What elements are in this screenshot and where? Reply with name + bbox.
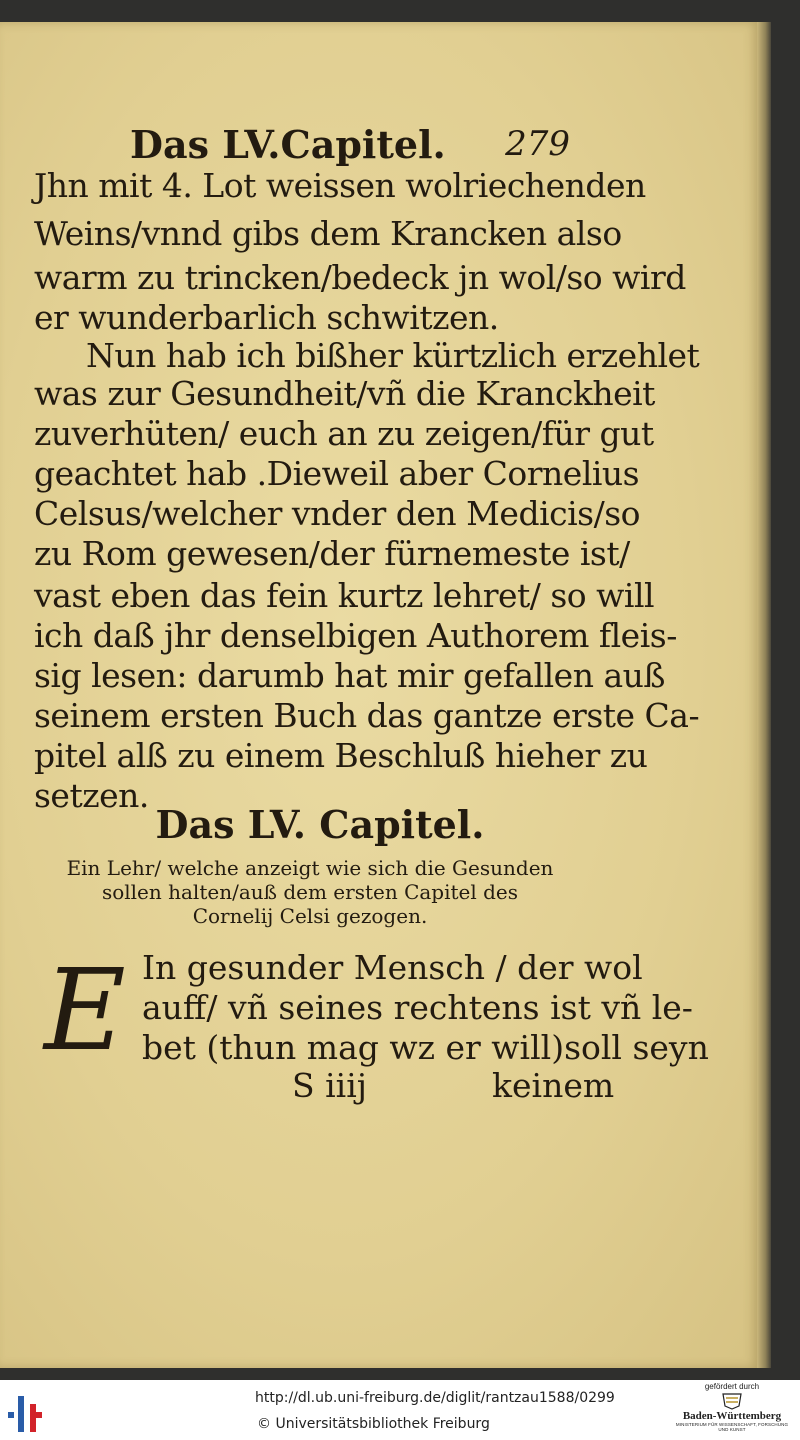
permalink-link[interactable]: http://dl.ub.uni-freiburg.de/diglit/rantzau1588/0299 — [255, 1390, 615, 1406]
chapter-subtitle-line: Cornelij Celsi gezogen. — [192, 904, 428, 928]
page-edge — [757, 22, 771, 1368]
running-header — [130, 122, 570, 172]
header-title: Das LV.Capitel. — [130, 122, 446, 167]
library-logo-icon — [8, 1392, 42, 1434]
text-line: zu Rom gewesen/der fürnemeste ist/ — [34, 534, 630, 573]
text-line: er wunderbarlich schwitzen. — [34, 298, 499, 337]
text-line: Jhn mit 4. Lot weissen wolriechenden — [34, 166, 646, 205]
text-line: ich daß jhr denselbigen Authorem fleis- — [34, 616, 677, 655]
text-line: geachtet hab .Dieweil aber Cornelius — [34, 454, 640, 493]
page-number: 279 — [505, 124, 570, 164]
text-line: sig lesen: darumb hat mir gefallen auß — [34, 656, 665, 695]
text-line: Nun hab ich bißher kürtzlich erzehlet — [86, 336, 700, 375]
text-line: seinem ersten Buch das gantze erste Ca- — [34, 696, 700, 735]
sponsor-block — [672, 1382, 792, 1438]
sponsor-name: Baden-Württemberg — [682, 1410, 782, 1422]
sponsor-ministry: MINISTERIUM FÜR WISSENSCHAFT, FORSCHUNG UND KUNST — [675, 1422, 789, 1432]
text-line: pitel alß zu einem Beschluß hieher zu — [34, 736, 648, 775]
catchword: keinem — [492, 1066, 615, 1105]
signature-mark: S iiij — [292, 1066, 367, 1105]
text-line: zuverhüten/ euch an zu zeigen/für gut — [34, 414, 654, 453]
chapter-subtitle-line: Ein Lehr/ welche anzeigt wie sich die Gesunden — [66, 856, 554, 880]
text-line: In gesunder Mensch / der wol — [142, 948, 643, 987]
state-crest-icon — [721, 1392, 743, 1410]
text-line: Celsus/welcher vnder den Medicis/so — [34, 494, 641, 533]
text-line: Weins/vnnd gibs dem Krancken also — [34, 214, 622, 253]
chapter-subtitle-line: sollen halten/auß dem ersten Capitel des — [101, 880, 519, 904]
book-page — [0, 22, 760, 1368]
chapter-heading: Das LV. Capitel. — [155, 802, 485, 847]
text-line: setzen. — [34, 776, 149, 815]
sponsor-label: gefördert durch — [704, 1382, 760, 1391]
text-line: vast eben das fein kurtz lehret/ so will — [34, 576, 655, 615]
text-line: auff/ vñ seines rechtens ist vñ le- — [142, 988, 693, 1027]
text-line: was zur Gesundheit/vñ die Kranckheit — [34, 374, 655, 413]
copyright-text: © Universitätsbibliothek Freiburg — [257, 1416, 490, 1432]
text-line: warm zu trincken/bedeck jn wol/so wird — [34, 258, 686, 297]
text-line: bet (thun mag wz er will)soll seyn — [142, 1028, 709, 1067]
decorated-initial: E — [44, 946, 126, 1076]
footer-bar — [0, 1380, 800, 1440]
